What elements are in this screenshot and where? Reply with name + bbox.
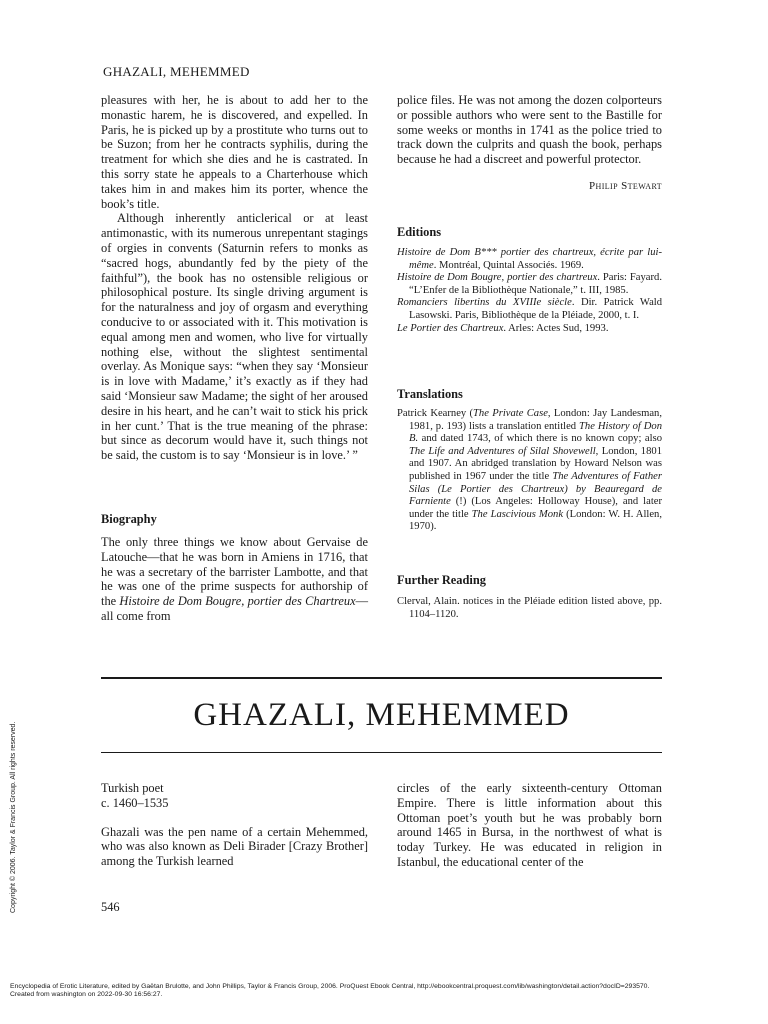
body-paragraph: pleasures with her, he is about to add her to the monastic harem, he is discovered, and expelled. In Paris, he is picked up by a prostitute who turns out to be Suzon; from her he contracts syphilis, during the treatment for which she dies and he is castrated. In this sorry state he appeals to a Charterhouse which takes him in and makes him its porter, whence the book’s title. [101,93,368,211]
footer-line: Encyclopedia of Erotic Literature, edited by Gaëtan Brulotte, and John Phillips, Taylor & Francis Group, 2006. ProQuest Ebook Central, http://ebookcentral.proquest.com/lib/washington/detail.action?docID=293570. [10,983,650,990]
right-column-top [397,93,662,167]
edition-item: Le Portier des Chartreux. Arles: Actes Sud, 1993. [397,322,609,334]
author-signature: Philip Stewart [589,180,662,192]
translations-text [397,408,662,534]
entry-subtitle: Turkish poet c. 1460–1535 [101,781,169,810]
further-reading-text [397,596,662,621]
translation-item: Patrick Kearney (The Private Case, London: Jay Landesman, 1981, p. 193) lists a translation entitled The History of Don B. and dated 1743, of which there is no known copy; also The Life and Adventures of Silal Shovewell, London, 1801 and 1907. An abridged translation by Howard Nelson was published in 1967 under the title The Adventures of Father Silas (Le Portier des Chartreux) by Beauregard de Farniente (!) (Los Angeles: Holloway House), and later under the title The Lascivious Monk (London: W. H. Allen, 1970). [397,408,662,533]
reading-item: Clerval, Alain. notices in the Pléiade edition listed above, pp. 1104–1120. [397,596,662,620]
entry-paragraph: circles of the early sixteenth-century Ottoman Empire. There is little information about this Ottoman poet’s youth but he was probably born around 1465 in Bursa, in the northwest of what is today Turkey. He was educated in religion in Istanbul, the educational center of the [397,781,662,869]
footer [10,983,758,1000]
editions-heading: Editions [397,225,442,239]
further-reading-heading: Further Reading [397,573,486,587]
side-copyright: Copyright © 2006. Taylor & Francis Group. All rights reserved. [10,721,17,913]
footer-line: Created from washington on 2022-09-30 16:56:27. [10,991,163,999]
edition-item: Romanciers libertins du XVIIIe siècle. Dir. Patrick Wald Lasowski. Paris, Bibliothèque de la Pléiade, 2000, t. I. [397,297,663,321]
edition-item: Histoire de Dom B*** portier des chartreux, écrite par lui-même. Montréal, Quintal Associés. 1969. [397,247,662,271]
page-number: 546 [101,900,120,914]
entry-title: GHAZALI, MEHEMMED [193,697,570,733]
entry-paragraph: Ghazali was the pen name of a certain Mehemmed, who was also known as Deli Birader [Crazy Brother] among the Turkish learned [101,824,368,869]
body-paragraph: Although inherently anticlerical or at least antimonastic, with its numerous unrepentant stagings of orgies in convents (Saturnin refers to monks as “sacred hogs, abundantly fed by the piety of the faithful”), the book has no ostensible religious or philosophical posture. Its single driving argument is for the naturalness and joy of orgasm and everything conducive to or associated with it. This motivation is equal among men and women, who live for virtually nothing else, without the slightest sentimental overlay. As Monique says: “when they say ‘Monsieur is in love with Madame,’ it’s exactly as if they had said ‘Monsieur saw Madame; the sight of her aroused desire in his heart, and he can’t wait to stick his prick in her cunt.’ That is the true meaning of the phrase: but since as decorum would have it, such things not be said, the custom is to say ‘Monsieur is in love.’ ” [101,211,368,463]
running-head: GHAZALI, MEHEMMED [103,64,250,79]
body-paragraph: police files. He was not among the dozen colporteurs or possible authors who were sent to the Bastille for some weeks or months in 1741 as the police tried to track down the culprits and quash the book, perhaps because he had a discreet and powerful protector. [397,93,662,167]
right-column-entry [397,781,662,870]
editions-list [397,247,662,335]
translations-heading: Translations [397,387,463,401]
left-column-top [101,93,368,463]
biography-heading: Biography [101,512,157,526]
entry-bottom-rule [101,752,662,753]
edition-item: Histoire de Dom Bougre, portier des chartreux. Paris: Fayard. “L’Enfer de la Bibliothèque Nationale,” t. III, 1985. [397,272,662,296]
biography-text [101,535,368,624]
entry-top-rule [101,677,662,679]
left-column-entry [101,781,368,869]
biography-paragraph: The only three things we know about Gervaise de Latouche—that he was born in Amiens in 1716, that he was a secretary of the barrister Lambotte, and that he was one of the prime suspects for authorship of the Histoire de Dom Bougre, portier des Chartreux—all come from [101,535,368,623]
